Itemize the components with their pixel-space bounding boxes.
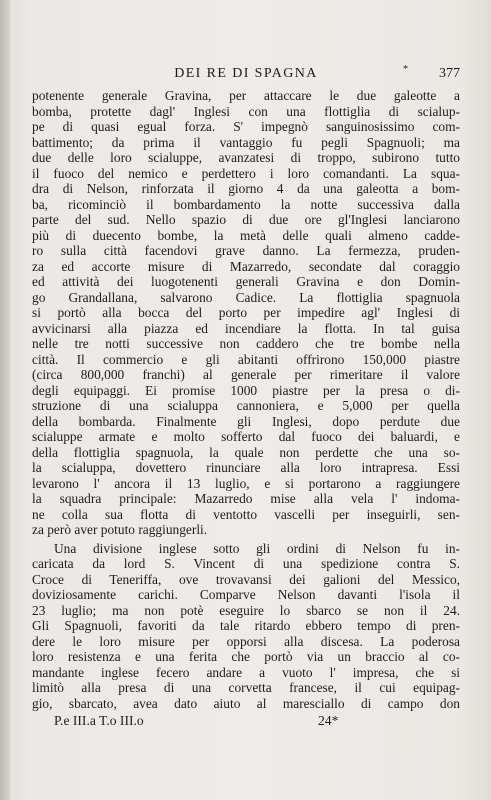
header-star-mark: * xyxy=(403,64,408,75)
text-line: mandante inglese fecero andare a vuoto l' impresa, che si xyxy=(32,664,460,680)
text-line: la squadra principale: Mazarredo mise alla vela l' indoma- xyxy=(32,491,460,506)
text-line: la scialuppa, dovettero rinunciare alla loro intrapresa. Essi xyxy=(32,460,460,475)
text-line: bomba, protette dagl' Inglesi con una flottiglia di scialup- xyxy=(32,103,460,119)
text-line: potenente generale Gravina, per attaccare le due galeotte a xyxy=(32,88,460,103)
text-line: Croce di Teneriffa, ove trovavansi dei galioni del Messico, xyxy=(32,571,460,587)
text-line: ro sulla città facendovi grave danno. La fermezza, pruden- xyxy=(32,243,460,258)
text-line: (circa 800,000 franchi) al generale per rimeritare il valore xyxy=(32,367,460,382)
text-line: due delle loro scialuppe, avanzatesi di troppo, subirono tutto xyxy=(32,150,460,165)
text-line: dra di Nelson, rinforzata il giorno 4 da una galeotta a bom- xyxy=(32,181,460,196)
text-line: limitò alla presa di una corvetta francese, il cui equipag- xyxy=(32,680,460,695)
paragraph-1 xyxy=(32,88,460,538)
text-line: dere le loro misure per opporsi alla discesa. La poderosa xyxy=(32,633,460,649)
text-line: struzione di una scialuppa cannoniera, e 5,000 per quella xyxy=(32,398,460,413)
text-line: città. Il commercio e gli abitanti offrirono 150,000 piastre xyxy=(32,351,460,367)
text-line: za ed accorte misure di Mazarredo, secondate dal coraggio xyxy=(32,258,460,274)
text-line: 23 luglio; ma non potè eseguire lo sbarco se non il 24. xyxy=(32,602,460,618)
page-number: 377 xyxy=(439,66,460,81)
text-line: gio, sbarcato, avea dato aiuto al maresciallo di campo don xyxy=(32,695,460,711)
text-line: Gli Spagnuoli, favoriti da tale ritardo ebbero tempo di pren- xyxy=(32,618,460,633)
text-line: loro resistenza e una ferita che portò via un braccio al co- xyxy=(32,649,460,664)
text-line: ne colla sua flotta di ventotto vascelli per inseguirli, sen- xyxy=(32,506,460,522)
text-line: doviziosamente carichi. Comparve Nelson davanti l'isola il xyxy=(32,587,460,602)
text-line: della bombarda. Finalmente gli Inglesi, dopo perdute due xyxy=(32,413,460,429)
page-gutter xyxy=(0,0,10,800)
text-line: za però aver potuto raggiungerli. xyxy=(32,522,208,537)
text-line: parte del sud. Nello spazio di due ore gl'Inglesi lanciarono xyxy=(32,212,460,227)
text-line: Una divisione inglese sotto gli ordini di Nelson fu in- xyxy=(54,540,460,556)
signature-mark: P.e III.a T.o III.o xyxy=(54,713,144,728)
text-line: ed attività dei luogotenenti generali Gravina e don Domin- xyxy=(32,274,460,289)
text-line: si portò alla bocca del porto per impedire agl' Inglesi di xyxy=(32,305,460,320)
text-line: degli equipaggi. Ei promise 1000 piastre per la presa o di- xyxy=(32,382,460,398)
running-header xyxy=(32,66,460,86)
text-line: più di duecento bombe, la metà delle quali almeno cadde- xyxy=(32,227,460,243)
text-line: pe di quasi egual forza. S' impegnò sanguinosissimo com- xyxy=(32,119,460,134)
text-line: nelle tre notti successive non caddero che tre bombe nella xyxy=(32,336,460,351)
text-line: avvicinarsi alla piazza ed incendiare la flotta. In tal guisa xyxy=(32,320,460,336)
paragraph-2 xyxy=(32,541,460,712)
folio-number: 24* xyxy=(318,713,339,728)
text-line: levarono l' ancora il 13 luglio, e si portarono a raggiungere xyxy=(32,475,460,491)
page-footer xyxy=(32,713,460,731)
running-title: DEI RE DI SPAGNA xyxy=(174,66,318,81)
text-block xyxy=(32,66,460,731)
text-line: il fuoco del nemico e perdettero i loro comandanti. La squa- xyxy=(32,165,460,181)
text-line: scialuppe armate e molto sofferto dal fuoco dei baluardi, e xyxy=(32,429,460,444)
text-line: caricata da lord S. Vincent di una spedizione contra S. xyxy=(32,556,460,571)
text-line: go Grandallana, salvarono Cadice. La flottiglia spagnuola xyxy=(32,289,460,305)
text-line: ba, ricominciò il bombardamento la notte successiva dalla xyxy=(32,196,460,212)
text-line: battimento; da prima il vantaggio fu pegli Spagnuoli; ma xyxy=(32,134,460,150)
text-line: della flottiglia spagnuola, la quale non perdette che una so- xyxy=(32,444,460,460)
